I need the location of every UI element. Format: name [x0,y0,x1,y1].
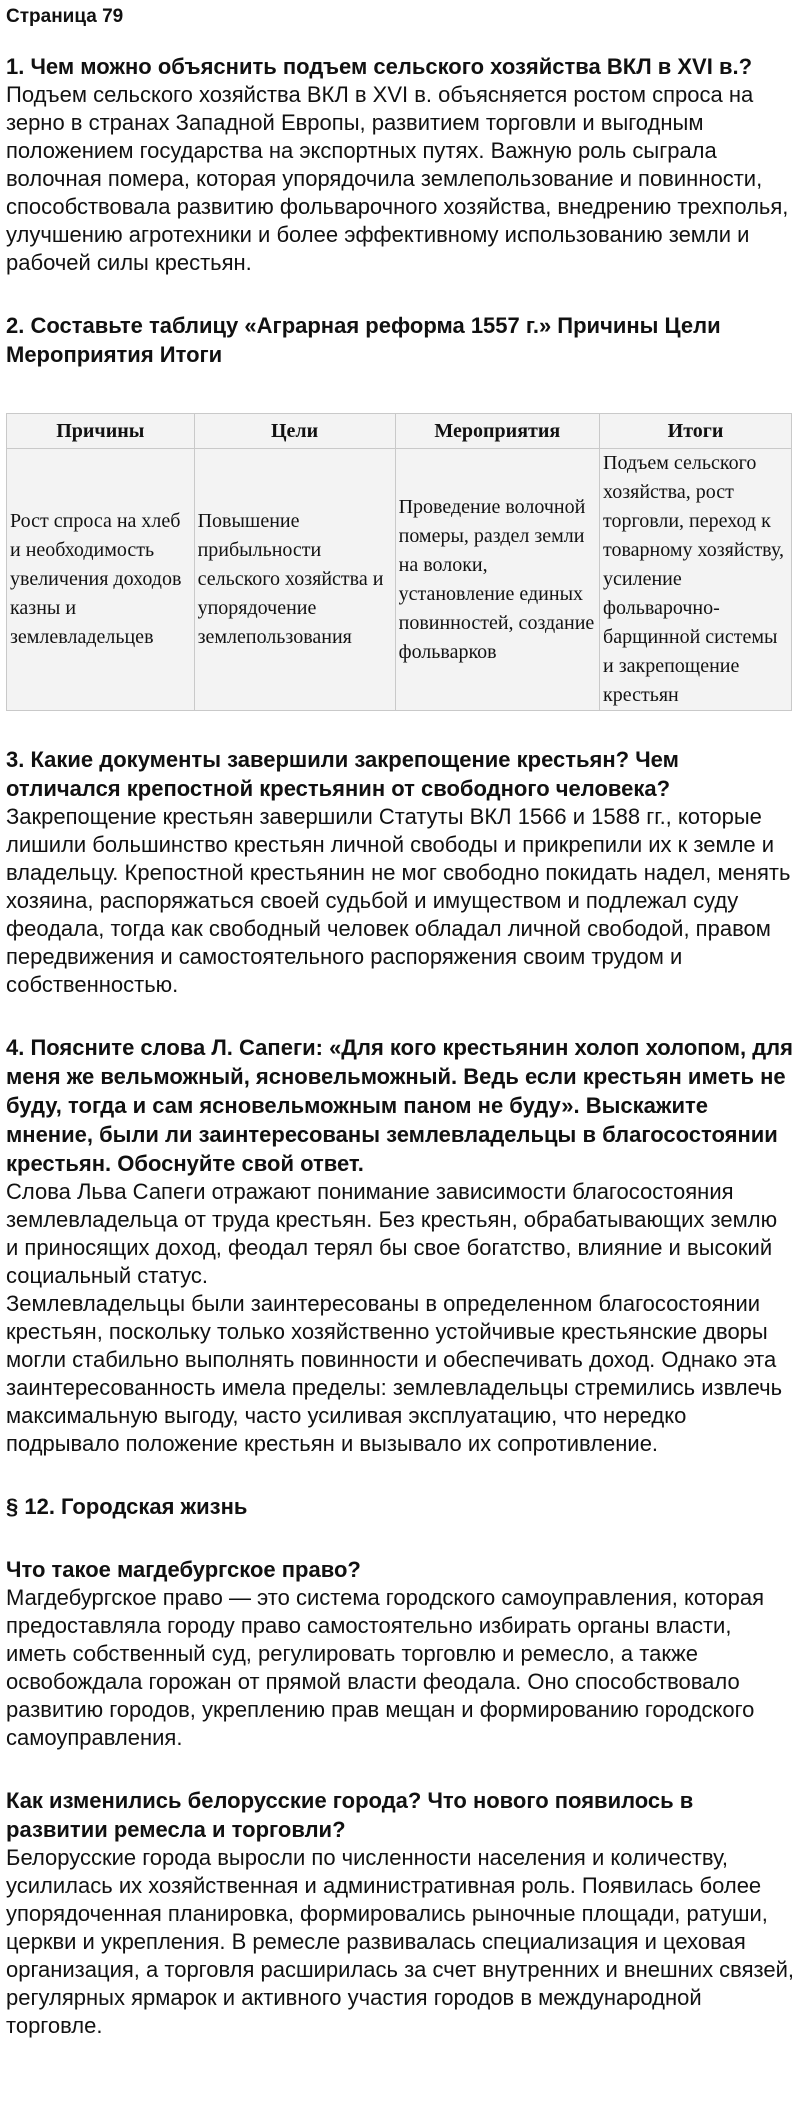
question-heading: 1. Чем можно объяснить подъем сельского хозяйства ВКЛ в XVI в.? [6,54,753,79]
question-heading: 4. Поясните слова Л. Сапеги: «Для кого крестьянин холоп холопом, для меня же вельможный, ясновельможный. Ведь если крестьян иметь не буду, тогда и сам ясновельможным паном не буду». Выскажите мнение, были ли заинтересованы землевладельцы в благосостоянии крестьян. Обоснуйте свой ответ. [6,1035,793,1176]
question-block-5 [6,1555,794,1752]
column-header-goals: Цели [194,414,395,449]
question-block-4 [6,1033,794,1458]
agrarian-reform-table [6,413,792,711]
answer-paragraph: Подъем сельского хозяйства ВКЛ в XVI в. объясняется ростом спроса на зерно в странах Западной Европы, развитием торговли и выгодным положением государства на экспортных путях. Важную роль сыграла волочная помера, которая упорядочила землепользование и повинности, способствовала развитию фольварочного хозяйства, внедрению трехполья, улучшению агротехники и более эффективному использованию земли и рабочей силы крестьян. [6,82,789,275]
section-heading: § 12. Городская жизнь [6,1494,248,1519]
table-cell-results: Подъем сельского хозяйства, рост торговли, переход к товарному хозяйству, усиление фольварочно-барщинной системы и закрепощение крестьян [600,449,792,711]
question-block-6 [6,1786,794,2040]
question-block-1 [6,52,794,277]
column-header-results: Итоги [600,414,792,449]
table-header-row [7,414,792,449]
question-block-3 [6,745,794,999]
answer-paragraph: Землевладельцы были заинтересованы в определенном благосостоянии крестьян, поскольку только хозяйственно устойчивые крестьянские дворы могли стабильно выполнять повинности и обеспечивать доход. Однако эта заинтересованность имела пределы: землевладельцы стремились извлечь максимальную выгоду, часто усиливая эксплуатацию, что нередко подрывало положение крестьян и вызывало их сопротивление. [6,1291,783,1456]
question-heading: Что такое магдебургское право? [6,1557,361,1582]
table-cell-causes: Рост спроса на хлеб и необходимость увеличения доходов казны и землевладельцев [7,449,195,711]
question-block-2 [6,311,794,711]
table-row [7,449,792,711]
answer-paragraph: Белорусские города выросли по численности населения и количеству, усилилась их хозяйственная и административная роль. Появилась более упорядоченная планировка, формировались рыночные площади, ратуши, церкви и укрепления. В ремесле развивалась специализация и цеховая организация, а торговля расширилась за счет внутренних и внешних связей, регулярных ярмарок и активного участия городов в международной торговле. [6,1845,795,2038]
answer-paragraph: Слова Льва Сапеги отражают понимание зависимости благосостояния землевладельца от труда крестьян. Без крестьян, обрабатывающих землю и приносящих доход, феодал терял бы свое богатство, влияние и высокий социальный статус. [6,1179,778,1288]
column-header-measures: Мероприятия [395,414,599,449]
table-cell-goals: Повышение прибыльности сельского хозяйства и упорядочение землепользования [194,449,395,711]
column-header-causes: Причины [7,414,195,449]
answer-paragraph: Магдебургское право — это система городского самоуправления, которая предоставляла городу право самостоятельно избирать органы власти, иметь собственный суд, регулировать торговлю и ремесло, а также освобождала горожан от прямой власти феодала. Оно способствовало развитию городов, укреплению прав мещан и формированию городского самоуправления. [6,1585,765,1750]
question-heading: 2. Составьте таблицу «Аграрная реформа 1557 г.» Причины Цели Мероприятия Итоги [6,313,721,367]
page-title: Страница 79 [6,6,124,27]
answer-paragraph: Закрепощение крестьян завершили Статуты ВКЛ 1566 и 1588 гг., которые лишили большинство крестьян личной свободы и прикрепили их к земле и владельцу. Крепостной крестьянин не мог свободно покидать надел, менять хозяина, распоряжаться своей судьбой и имуществом и подлежал суду феодала, тогда как свободный человек обладал личной свободой, правом передвижения и самостоятельного распоряжения своим трудом и собственностью. [6,804,791,997]
question-heading: 3. Какие документы завершили закрепощение крестьян? Чем отличался крепостной крестьянин от свободного человека? [6,747,679,801]
table-cell-measures: Проведение волочной померы, раздел земли на волоки, установление единых повинностей, создание фольварков [395,449,599,711]
question-heading: Как изменились белорусские города? Что нового появилось в развитии ремесла и торговли? [6,1788,694,1842]
